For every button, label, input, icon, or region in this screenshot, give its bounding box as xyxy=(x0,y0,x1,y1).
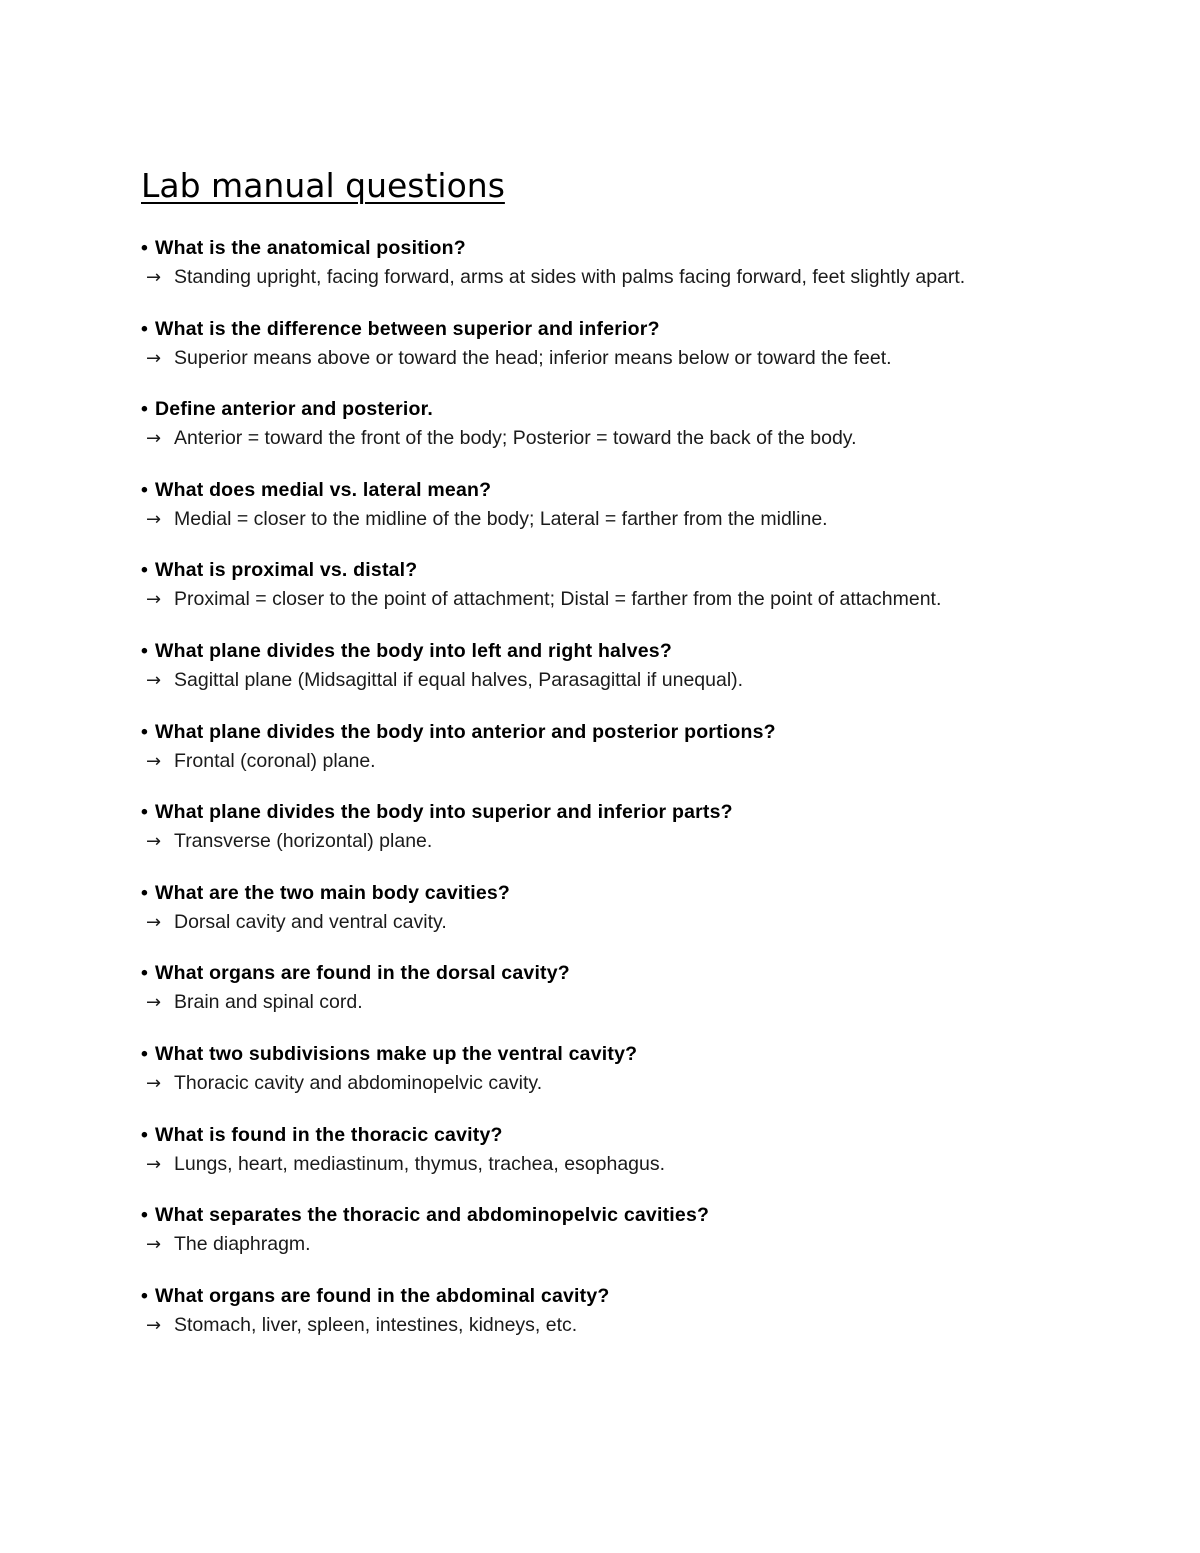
question-label: What organs are found in the abdominal cavity? xyxy=(155,1284,610,1307)
question-label: What are the two main body cavities? xyxy=(155,881,511,904)
answer-text xyxy=(146,587,941,612)
answer-text xyxy=(146,1152,665,1177)
answer-text xyxy=(146,426,857,451)
question-text xyxy=(141,236,466,260)
answer-label: Frontal (coronal) plane. xyxy=(174,749,376,772)
list-item xyxy=(141,236,1141,317)
bullet-icon: • xyxy=(141,962,149,985)
arrow-right-icon: → xyxy=(146,1072,162,1094)
arrow-right-icon: → xyxy=(146,911,162,933)
answer-text xyxy=(146,1232,311,1257)
answer-text xyxy=(146,749,376,774)
bullet-icon: • xyxy=(141,478,149,501)
question-text xyxy=(141,478,491,502)
arrow-right-icon: → xyxy=(146,1314,162,1336)
question-text xyxy=(141,397,433,421)
question-label: What plane divides the body into left and right halves? xyxy=(155,639,672,662)
list-item xyxy=(141,558,1141,639)
list-item xyxy=(141,317,1141,398)
list-item xyxy=(141,1123,1141,1204)
question-label: What is proximal vs. distal? xyxy=(155,559,418,582)
arrow-right-icon: → xyxy=(146,508,162,530)
bullet-icon: • xyxy=(141,398,149,421)
question-text xyxy=(141,1042,637,1066)
question-label: What organs are found in the dorsal cavity? xyxy=(155,962,570,985)
question-text xyxy=(141,1123,503,1147)
arrow-right-icon: → xyxy=(146,267,162,288)
answer-text xyxy=(146,829,432,854)
question-label: What is found in the thoracic cavity? xyxy=(155,1123,503,1146)
bullet-icon: • xyxy=(141,881,149,904)
answer-label: Transverse (horizontal) plane. xyxy=(174,830,433,853)
answer-text xyxy=(146,668,743,693)
bullet-icon: • xyxy=(141,801,149,824)
list-item xyxy=(141,1203,1141,1284)
answer-text xyxy=(146,990,363,1015)
question-text xyxy=(141,961,570,985)
page-title: Lab manual questions xyxy=(141,166,505,205)
list-item xyxy=(141,639,1141,720)
list-item xyxy=(141,1284,1141,1365)
answer-text xyxy=(146,265,965,290)
question-label: What is the anatomical position? xyxy=(155,237,466,259)
answer-label: Stomach, liver, spleen, intestines, kidneys, etc. xyxy=(174,1313,578,1336)
answer-text xyxy=(146,346,892,371)
answer-label: Standing upright, facing forward, arms at sides with palms facing forward, feet slightly apart. xyxy=(174,266,966,288)
answer-text xyxy=(146,1071,542,1096)
question-label: What separates the thoracic and abdominopelvic cavities? xyxy=(155,1204,710,1227)
list-item xyxy=(141,961,1141,1042)
list-item xyxy=(141,800,1141,881)
question-label: Define anterior and posterior. xyxy=(155,398,433,421)
question-text xyxy=(141,720,776,744)
bullet-icon: • xyxy=(141,720,149,743)
answer-label: Sagittal plane (Midsagittal if equal halves, Parasagittal if unequal). xyxy=(174,668,744,691)
list-item xyxy=(141,1042,1141,1123)
arrow-right-icon: → xyxy=(146,347,162,369)
answer-label: The diaphragm. xyxy=(174,1233,311,1256)
list-item xyxy=(141,397,1141,478)
question-label: What two subdivisions make up the ventral cavity? xyxy=(155,1042,638,1065)
question-text xyxy=(141,558,417,582)
question-label: What plane divides the body into superior and inferior parts? xyxy=(155,801,733,824)
answer-label: Anterior = toward the front of the body; Posterior = toward the back of the body. xyxy=(174,427,857,450)
list-item xyxy=(141,881,1141,962)
answer-label: Proximal = closer to the point of attachment; Distal = farther from the point of attachment. xyxy=(174,588,942,611)
answer-label: Medial = closer to the midline of the body; Lateral = farther from the midline. xyxy=(174,507,828,530)
list-item xyxy=(141,478,1141,559)
question-label: What does medial vs. lateral mean? xyxy=(155,478,492,501)
arrow-right-icon: → xyxy=(146,1153,162,1175)
question-text xyxy=(141,317,660,341)
answer-label: Thoracic cavity and abdominopelvic cavity. xyxy=(174,1071,543,1094)
arrow-right-icon: → xyxy=(146,1234,162,1256)
answer-label: Superior means above or toward the head; inferior means below or toward the feet. xyxy=(174,346,892,369)
question-text xyxy=(141,1284,610,1308)
bullet-icon: • xyxy=(141,639,149,662)
arrow-right-icon: → xyxy=(146,831,162,853)
answer-text xyxy=(146,1313,577,1338)
question-text xyxy=(141,1203,709,1227)
list-item xyxy=(141,720,1141,801)
arrow-right-icon: → xyxy=(146,750,162,772)
answer-label: Brain and spinal cord. xyxy=(174,991,363,1014)
bullet-icon: • xyxy=(141,1042,149,1065)
bullet-icon: • xyxy=(141,1284,149,1307)
question-text xyxy=(141,639,672,663)
arrow-right-icon: → xyxy=(146,669,162,691)
question-text xyxy=(141,881,510,905)
bullet-icon: • xyxy=(141,1204,149,1227)
arrow-right-icon: → xyxy=(146,589,162,611)
bullet-icon: • xyxy=(141,237,149,259)
question-text xyxy=(141,800,733,824)
answer-label: Lungs, heart, mediastinum, thymus, trachea, esophagus. xyxy=(174,1152,666,1175)
answer-text xyxy=(146,507,828,532)
answer-label: Dorsal cavity and ventral cavity. xyxy=(174,910,447,933)
answer-text xyxy=(146,910,447,935)
arrow-right-icon: → xyxy=(146,428,162,450)
question-label: What is the difference between superior and inferior? xyxy=(155,317,660,340)
bullet-icon: • xyxy=(141,559,149,582)
question-label: What plane divides the body into anterior and posterior portions? xyxy=(155,720,776,743)
arrow-right-icon: → xyxy=(146,992,162,1014)
bullet-icon: • xyxy=(141,317,149,340)
question-list xyxy=(141,236,1141,1364)
bullet-icon: • xyxy=(141,1123,149,1146)
